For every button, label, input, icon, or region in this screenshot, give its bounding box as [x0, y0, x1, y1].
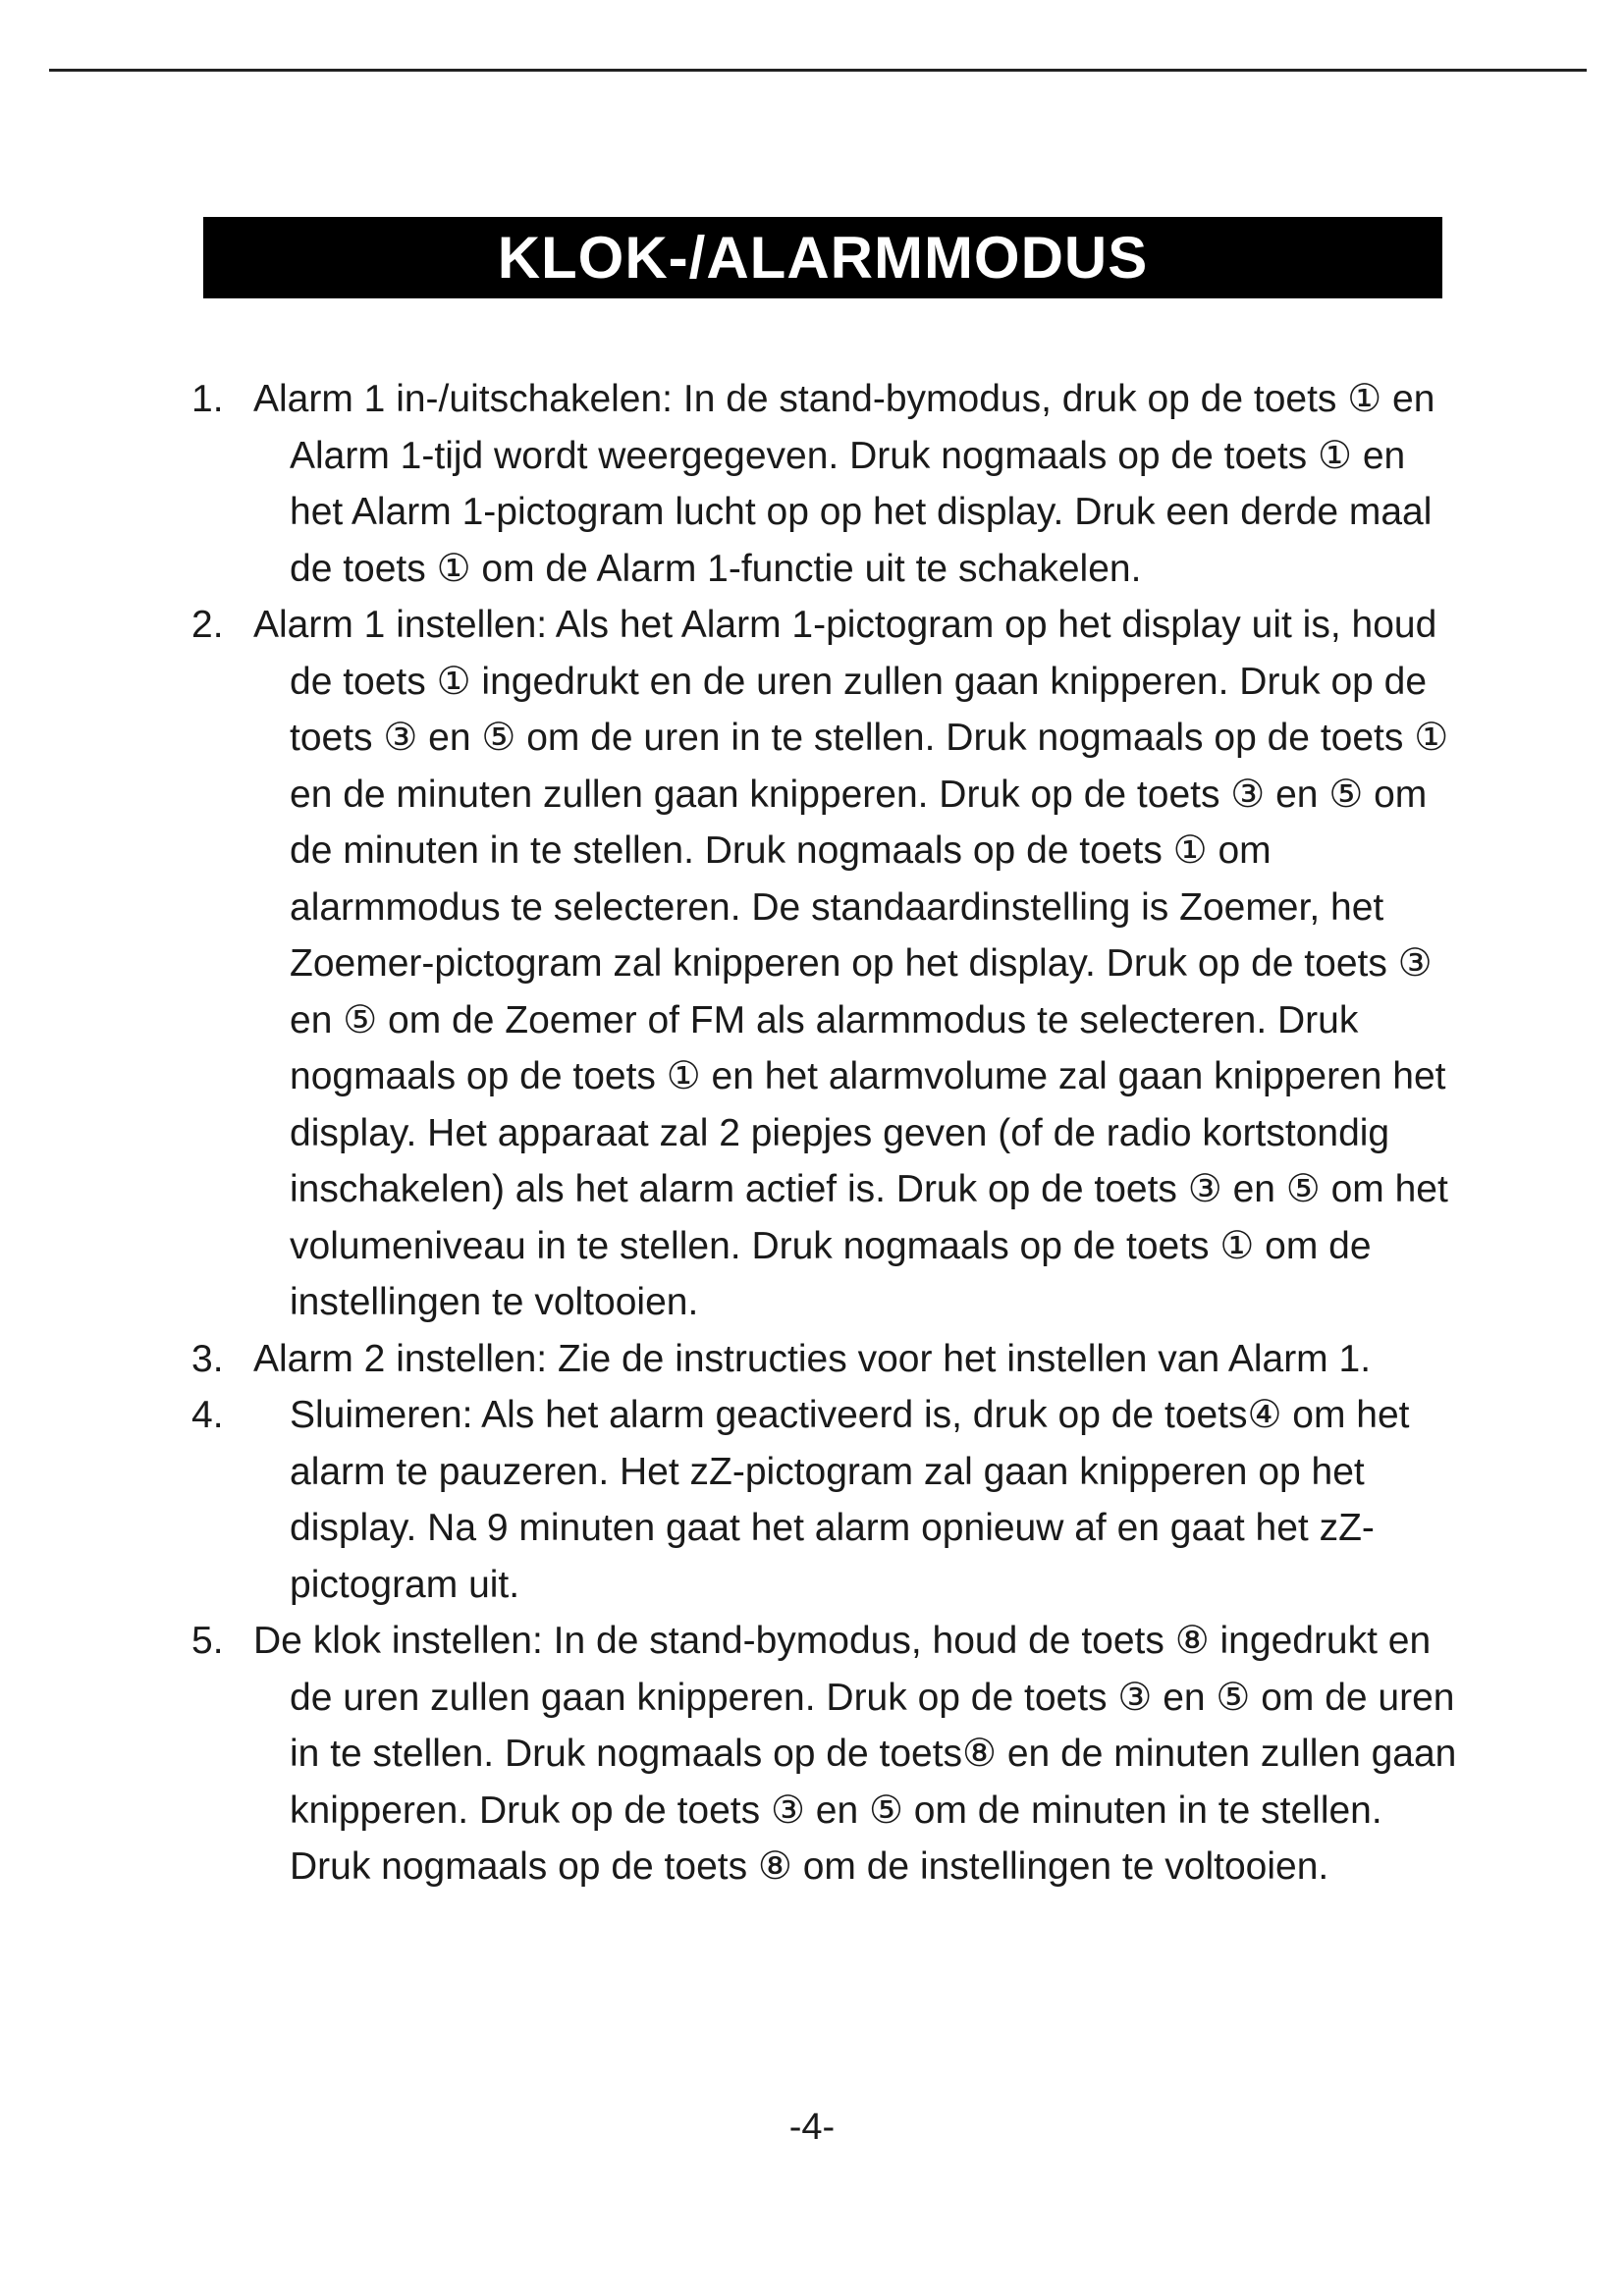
list-item-number: 2.	[191, 604, 224, 646]
list-item-text: Alarm 2 instellen: Zie de instructies voor het instellen van Alarm 1.	[253, 1337, 1372, 1380]
list-item	[191, 1331, 1468, 1388]
list-item-text: De klok instellen: In de stand-bymodus, houd de toets ⑧ ingedrukt en de uren zullen gaan knipperen. Druk op de toets ③ en ⑤ om de uren in te stellen. Druk nogmaals op de toets⑧ en de minuten zullen gaan knipperen. Druk op de toets ③ en ⑤ om de minuten in te stellen. Druk nogmaals op de toets ⑧ om de instellingen te voltooien.	[253, 1620, 1457, 1888]
list-item	[191, 597, 1468, 1331]
page-number: -4-	[788, 2107, 836, 2148]
list-item-number: 3.	[191, 1337, 224, 1380]
list-item-text: Alarm 1 in-/uitschakelen: In de stand-bymodus, druk op de toets ① en Alarm 1-tijd wordt weergegeven. Druk nogmaals op de toets ① en het Alarm 1-pictogram lucht op op het display. Druk een derde maal de toets ① om de Alarm 1-functie uit te schakelen.	[253, 378, 1435, 590]
list-item-number: 5.	[191, 1620, 224, 1662]
list-item-number: 4.	[191, 1394, 224, 1436]
list-item-text: Alarm 1 instellen: Als het Alarm 1-pictogram op het display uit is, houd de toets ① ingedrukt en de uren zullen gaan knipperen. Druk op de toets ③ en ⑤ om de uren in te stellen. Druk nogmaals op de toets ① en de minuten zullen gaan knipperen. Druk op de toets ③ en ⑤ om de minuten in te stellen. Druk nogmaals op de toets ① om alarmmodus te selecteren. De standaardinstelling is Zoemer, het Zoemer-pictogram zal knipperen op het display. Druk op de toets ③ en ⑤ om de Zoemer of FM als alarmmodus te selecteren. Druk nogmaals op de toets ① en het alarmvolume zal gaan knipperen het display. Het apparaat zal 2 piepjes geven (of de radio kortstondig inschakelen) als het alarm actief is. Druk op de toets ③ en ⑤ om het volumeniveau in te stellen. Druk nogmaals op de toets ① om de instellingen te voltooien.	[253, 604, 1449, 1323]
instruction-list	[191, 371, 1468, 1896]
section-title-bar	[203, 217, 1442, 298]
page-title: KLOK-/ALARMMODUS	[497, 225, 1149, 291]
list-item	[191, 1387, 1468, 1613]
list-item	[191, 1613, 1468, 1896]
top-divider	[49, 69, 1587, 72]
list-item	[191, 371, 1468, 597]
list-item-number: 1.	[191, 378, 224, 420]
list-item-text: Sluimeren: Als het alarm geactiveerd is, druk op de toets④ om het alarm te pauzeren. Het zZ-pictogram zal gaan knipperen op het display. Na 9 minuten gaat het alarm opnieuw af en gaat het zZ-pictogram uit.	[290, 1394, 1410, 1606]
